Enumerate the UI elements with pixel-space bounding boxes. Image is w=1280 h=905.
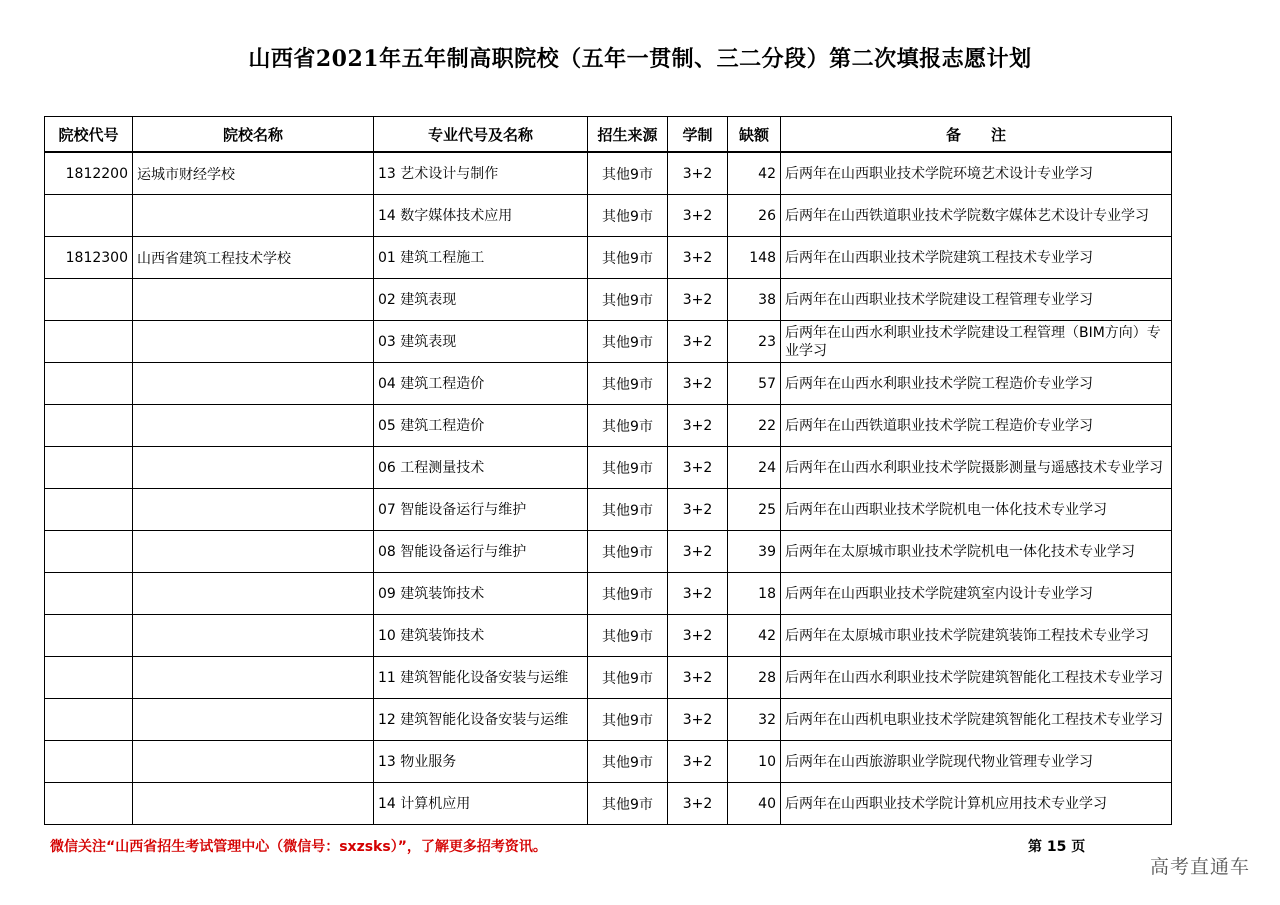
table-row <box>45 741 1172 783</box>
cell-source: 其他9市 <box>588 195 668 237</box>
cell-length: 3+2 <box>668 279 728 321</box>
table-row <box>45 783 1172 825</box>
cell-source: 其他9市 <box>588 615 668 657</box>
cell-major: 14 计算机应用 <box>374 783 588 825</box>
cell-source: 其他9市 <box>588 741 668 783</box>
cell-school-name <box>133 321 374 363</box>
cell-remark: 后两年在太原城市职业技术学院建筑装饰工程技术专业学习 <box>781 615 1172 657</box>
cell-remark: 后两年在山西铁道职业技术学院工程造价专业学习 <box>781 405 1172 447</box>
cell-major: 06 工程测量技术 <box>374 447 588 489</box>
cell-major: 07 智能设备运行与维护 <box>374 489 588 531</box>
table-row <box>45 195 1172 237</box>
watermark-text: 高考直通车 <box>1149 856 1250 878</box>
cell-length: 3+2 <box>668 152 728 195</box>
table-body <box>45 152 1172 825</box>
cell-major: 01 建筑工程施工 <box>374 237 588 279</box>
cell-vacancy: 24 <box>728 447 781 489</box>
cell-length: 3+2 <box>668 783 728 825</box>
cell-source: 其他9市 <box>588 363 668 405</box>
cell-school-name <box>133 741 374 783</box>
header-source: 招生来源 <box>588 117 668 153</box>
cell-vacancy: 148 <box>728 237 781 279</box>
cell-school-code <box>45 321 133 363</box>
cell-major: 04 建筑工程造价 <box>374 363 588 405</box>
cell-major: 10 建筑装饰技术 <box>374 615 588 657</box>
cell-source: 其他9市 <box>588 531 668 573</box>
cell-source: 其他9市 <box>588 783 668 825</box>
cell-school-name <box>133 195 374 237</box>
cell-school-name <box>133 447 374 489</box>
table-row <box>45 615 1172 657</box>
table-row <box>45 237 1172 279</box>
cell-vacancy: 39 <box>728 531 781 573</box>
cell-school-code <box>45 699 133 741</box>
cell-remark: 后两年在山西旅游职业学院现代物业管理专业学习 <box>781 741 1172 783</box>
cell-length: 3+2 <box>668 699 728 741</box>
cell-school-code: 1812300 <box>45 237 133 279</box>
admission-plan-table <box>44 116 1172 825</box>
cell-source: 其他9市 <box>588 237 668 279</box>
cell-major: 12 建筑智能化设备安装与运维 <box>374 699 588 741</box>
cell-vacancy: 40 <box>728 783 781 825</box>
cell-vacancy: 57 <box>728 363 781 405</box>
cell-source: 其他9市 <box>588 152 668 195</box>
header-school-code: 院校代号 <box>45 117 133 153</box>
cell-school-name: 山西省建筑工程技术学校 <box>133 237 374 279</box>
cell-school-name <box>133 573 374 615</box>
cell-school-code <box>45 573 133 615</box>
header-school-name: 院校名称 <box>133 117 374 153</box>
cell-length: 3+2 <box>668 573 728 615</box>
page-number: 第 15 页 <box>1028 839 1086 855</box>
cell-remark: 后两年在山西职业技术学院建设工程管理专业学习 <box>781 279 1172 321</box>
cell-source: 其他9市 <box>588 573 668 615</box>
table-row <box>45 531 1172 573</box>
cell-remark: 后两年在山西铁道职业技术学院数字媒体艺术设计专业学习 <box>781 195 1172 237</box>
cell-vacancy: 25 <box>728 489 781 531</box>
cell-school-name <box>133 531 374 573</box>
table-row <box>45 573 1172 615</box>
cell-school-code <box>45 279 133 321</box>
cell-school-code <box>45 615 133 657</box>
table-row <box>45 363 1172 405</box>
cell-remark: 后两年在山西水利职业技术学院工程造价专业学习 <box>781 363 1172 405</box>
cell-length: 3+2 <box>668 195 728 237</box>
cell-remark: 后两年在山西水利职业技术学院建设工程管理（BIM方向）专业学习 <box>781 321 1172 363</box>
cell-major: 08 智能设备运行与维护 <box>374 531 588 573</box>
cell-major: 05 建筑工程造价 <box>374 405 588 447</box>
cell-remark: 后两年在山西水利职业技术学院摄影测量与遥感技术专业学习 <box>781 447 1172 489</box>
page-title: 山西省2021年五年制高职院校（五年一贯制、三二分段）第二次填报志愿计划 <box>248 46 1032 72</box>
cell-school-code <box>45 531 133 573</box>
cell-school-name: 运城市财经学校 <box>133 152 374 195</box>
table-row <box>45 489 1172 531</box>
cell-source: 其他9市 <box>588 405 668 447</box>
cell-school-code <box>45 741 133 783</box>
cell-remark: 后两年在山西水利职业技术学院建筑智能化工程技术专业学习 <box>781 657 1172 699</box>
cell-major: 13 物业服务 <box>374 741 588 783</box>
cell-vacancy: 38 <box>728 279 781 321</box>
cell-remark: 后两年在山西职业技术学院建筑室内设计专业学习 <box>781 573 1172 615</box>
cell-vacancy: 42 <box>728 615 781 657</box>
cell-major: 11 建筑智能化设备安装与运维 <box>374 657 588 699</box>
cell-school-name <box>133 699 374 741</box>
header-major: 专业代号及名称 <box>374 117 588 153</box>
cell-school-code: 1812200 <box>45 152 133 195</box>
cell-source: 其他9市 <box>588 489 668 531</box>
cell-remark: 后两年在太原城市职业技术学院机电一体化技术专业学习 <box>781 531 1172 573</box>
header-length: 学制 <box>668 117 728 153</box>
table-row <box>45 279 1172 321</box>
cell-length: 3+2 <box>668 615 728 657</box>
cell-length: 3+2 <box>668 405 728 447</box>
cell-remark: 后两年在山西职业技术学院建筑工程技术专业学习 <box>781 237 1172 279</box>
cell-school-code <box>45 363 133 405</box>
cell-length: 3+2 <box>668 741 728 783</box>
cell-source: 其他9市 <box>588 321 668 363</box>
cell-length: 3+2 <box>668 237 728 279</box>
cell-school-name <box>133 489 374 531</box>
table-row <box>45 321 1172 363</box>
cell-school-name <box>133 615 374 657</box>
cell-source: 其他9市 <box>588 447 668 489</box>
cell-major: 02 建筑表现 <box>374 279 588 321</box>
cell-major: 13 艺术设计与制作 <box>374 152 588 195</box>
cell-length: 3+2 <box>668 657 728 699</box>
cell-vacancy: 23 <box>728 321 781 363</box>
table-header-row <box>45 117 1172 153</box>
cell-school-name <box>133 279 374 321</box>
cell-vacancy: 42 <box>728 152 781 195</box>
cell-school-name <box>133 363 374 405</box>
cell-major: 03 建筑表现 <box>374 321 588 363</box>
header-remark: 备 注 <box>781 117 1172 153</box>
table-row <box>45 152 1172 195</box>
cell-length: 3+2 <box>668 363 728 405</box>
cell-school-code <box>45 447 133 489</box>
cell-length: 3+2 <box>668 489 728 531</box>
header-vacancy: 缺额 <box>728 117 781 153</box>
footer-wechat-note: 微信关注“山西省招生考试管理中心（微信号：sxzsks）”，了解更多招考资讯。 <box>50 839 547 855</box>
table-row <box>45 657 1172 699</box>
cell-major: 09 建筑装饰技术 <box>374 573 588 615</box>
cell-source: 其他9市 <box>588 699 668 741</box>
cell-vacancy: 28 <box>728 657 781 699</box>
cell-major: 14 数字媒体技术应用 <box>374 195 588 237</box>
cell-vacancy: 26 <box>728 195 781 237</box>
cell-school-code <box>45 195 133 237</box>
cell-source: 其他9市 <box>588 279 668 321</box>
table-row <box>45 699 1172 741</box>
cell-vacancy: 10 <box>728 741 781 783</box>
cell-length: 3+2 <box>668 321 728 363</box>
cell-school-code <box>45 489 133 531</box>
cell-school-code <box>45 657 133 699</box>
cell-remark: 后两年在山西机电职业技术学院建筑智能化工程技术专业学习 <box>781 699 1172 741</box>
cell-school-code <box>45 405 133 447</box>
cell-source: 其他9市 <box>588 657 668 699</box>
table-row <box>45 447 1172 489</box>
table-row <box>45 405 1172 447</box>
cell-vacancy: 18 <box>728 573 781 615</box>
cell-school-name <box>133 657 374 699</box>
cell-school-name <box>133 783 374 825</box>
cell-remark: 后两年在山西职业技术学院环境艺术设计专业学习 <box>781 152 1172 195</box>
cell-remark: 后两年在山西职业技术学院机电一体化技术专业学习 <box>781 489 1172 531</box>
cell-length: 3+2 <box>668 447 728 489</box>
cell-vacancy: 32 <box>728 699 781 741</box>
cell-school-name <box>133 405 374 447</box>
cell-length: 3+2 <box>668 531 728 573</box>
cell-remark: 后两年在山西职业技术学院计算机应用技术专业学习 <box>781 783 1172 825</box>
cell-vacancy: 22 <box>728 405 781 447</box>
cell-school-code <box>45 783 133 825</box>
